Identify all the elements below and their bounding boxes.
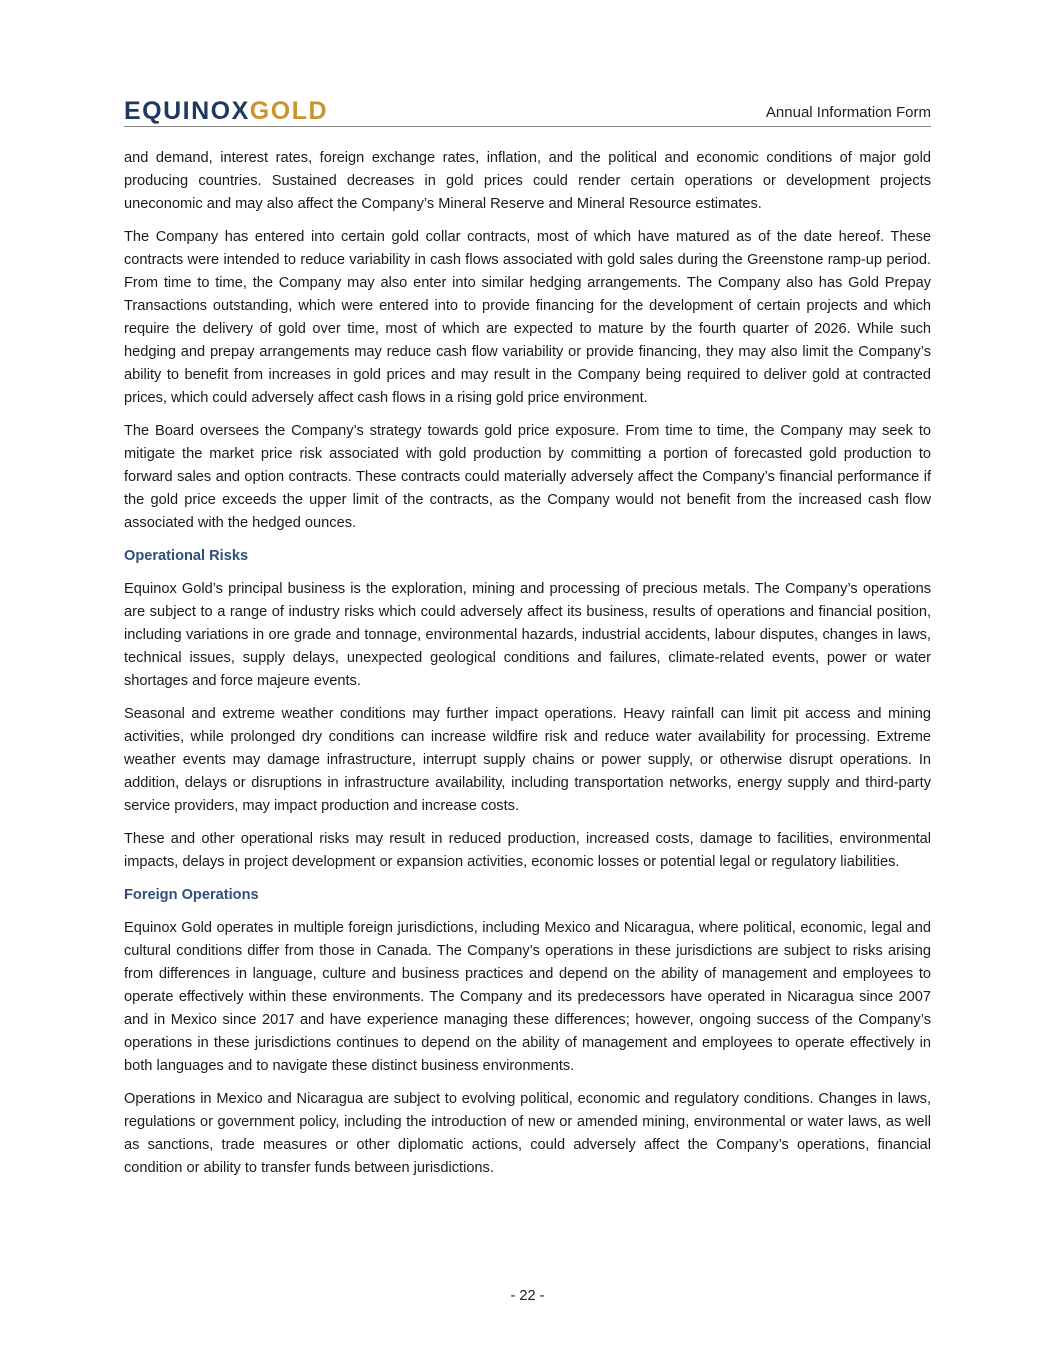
paragraph: These and other operational risks may result in reduced production, increased costs, damage to facilities, environmental impacts, delays in project development or expansion activities, economic losses or potential legal or regulatory liabilities. (124, 831, 931, 870)
section-heading-foreign-operations: Foreign Operations (124, 887, 259, 903)
paragraph: The Board oversees the Company’s strategy towards gold price exposure. From time to time, the Company may seek to mitigate the market price risk associated with gold production by committing a portion of forecasted gold production to forward sales and option contracts. These contracts could materially adversely affect the Company’s financial performance if the gold price exceeds the upper limit of the contracts, as the Company would not benefit from the increased cash flow associated with the hedged ounces. (124, 423, 931, 531)
paragraph: Equinox Gold operates in multiple foreign jurisdictions, including Mexico and Nicaragua, where political, economic, legal and cultural conditions differ from those in Canada. The Company’s operations in these jurisdictions are subject to risks arising from differences in language, culture and business practices and depend on the ability of management and employees to operate effectively within these environments. The Company and its predecessors have operated in Nicaragua since 2007 and in Mexico since 2017 and have experience managing these differences; however, ongoing success of the Company’s operations in these jurisdictions continues to depend on the ability of management and employees to operate effectively in both languages and to navigate these distinct business environments. (124, 920, 931, 1074)
paragraph: Equinox Gold’s principal business is the exploration, mining and processing of precious metals. The Company’s operations are subject to a range of industry risks which could adversely affect its business, results of operations and financial position, including variations in ore grade and tonnage, environmental hazards, industrial accidents, labour disputes, changes in laws, technical issues, supply delays, unexpected geological conditions and failures, climate-related events, power or water shortages and force majeure events. (124, 581, 931, 689)
page-number: - 22 - (510, 1288, 545, 1304)
page-header (124, 96, 931, 127)
company-logo (124, 98, 328, 124)
section-heading-operational-risks: Operational Risks (124, 548, 249, 564)
paragraph: and demand, interest rates, foreign exchange rates, inflation, and the political and economic conditions of major gold producing countries. Sustained decreases in gold prices could render certain operations or development projects uneconomic and may also affect the Company’s Mineral Reserve and Mineral Resource estimates. (124, 150, 931, 212)
logo-text-gold: GOLD (249, 97, 329, 125)
document-title: Annual Information Form (765, 104, 931, 121)
paragraph: Operations in Mexico and Nicaragua are subject to evolving political, economic and regulatory conditions. Changes in laws, regulations or government policy, including the introduction of new or amended mining, environmental or water laws, as well as sanctions, trade measures or other diplomatic actions, could adversely affect the Company’s operations, financial condition or ability to transfer funds between jurisdictions. (124, 1091, 931, 1176)
document-body (124, 147, 931, 1190)
logo-text-equinox: EQUINOX (124, 97, 250, 125)
paragraph: The Company has entered into certain gold collar contracts, most of which have matured as of the date hereof. These contracts were intended to reduce variability in cash flows associated with gold sales during the Greenstone ramp-up period. From time to time, the Company may also enter into similar hedging arrangements. The Company also has Gold Prepay Transactions outstanding, which were entered into to provide financing for the development of certain projects and which require the delivery of gold over time, most of which are expected to mature by the fourth quarter of 2026. While such hedging and prepay arrangements may reduce cash flow variability or provide financing, they may also limit the Company’s ability to benefit from increases in gold prices and may result in the Company being required to deliver gold at contracted prices, which could adversely affect cash flows in a rising gold price environment. (124, 229, 931, 406)
paragraph: Seasonal and extreme weather conditions may further impact operations. Heavy rainfall can limit pit access and mining activities, while prolonged dry conditions can increase wildfire risk and reduce water availability for processing. Extreme weather events may damage infrastructure, interrupt supply chains or power supply, or otherwise disrupt operations. In addition, delays or disruptions in infrastructure availability, including transportation networks, energy supply and third-party service providers, may impact production and increase costs. (124, 706, 931, 814)
